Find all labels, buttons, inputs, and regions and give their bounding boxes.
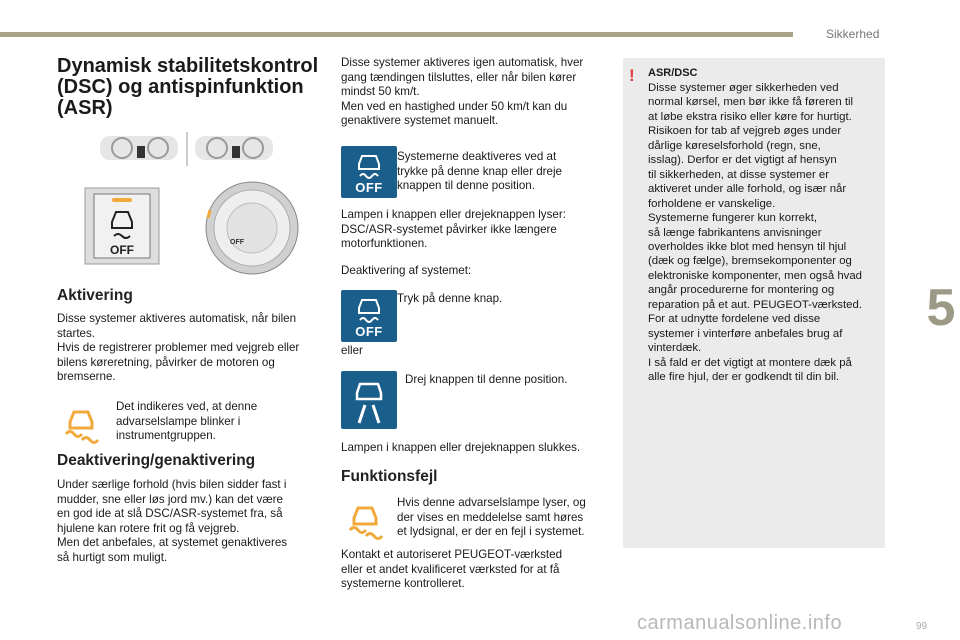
car-skid-icon [341, 290, 397, 324]
dsc-off-button-icon [341, 146, 397, 198]
aktivering-text: Disse systemer aktiveres automatisk, når bilen startes. Hvis de registrerer problemer med vejgreb eller bilens køreretning, påvirker de motoren og bremserne. [57, 312, 300, 383]
car-road-icon [341, 371, 397, 429]
header-rule [0, 32, 793, 37]
dashboard-illustration [80, 126, 320, 276]
button-off-label: OFF [110, 243, 134, 257]
chapter-number: 5 [926, 279, 956, 337]
warning-text: Disse systemer øger sikkerheden ved normal kørsel, men bør ikke få føreren til at løbe ekstra risiko eller køre for hurtigt. Risikoen for tab af vejgreb øges under dårlige køreselsforhold (regn, sne, isslag). Derfor er det vigtigt af hensyn til sikkerheden, at disse systemer er aktiveret under alle forhold, og især når forholdene er vanskelige. Systemerne fungerer kun korrekt, så længe fabrikantens anvisninger overholdes ikke blot med hensyn til hjul (dæk og fælge), bremsekomponenter og elektroniske komponenter, men også hvad angår procedurerne for montering og reparation på et aut. PEUGEOT-værksted. For at udnytte fordelene ved disse systemer i vinterføre anbefales brug af vinterdæk. I så fald er det vigtigt at montere dæk på alle fire hjul, der er godkendt til din bil. [648, 82, 863, 384]
warning-box [623, 58, 885, 548]
press-button-text: Tryk på denne knap. [397, 292, 503, 305]
off-label-2: OFF [355, 324, 383, 339]
lamp-lights-text: Lampen i knappen eller drejeknappen lyser: DSC/ASR-systemet påvirker ikke længere motorfunktionen. [341, 208, 566, 250]
intro-text: Disse systemer aktiveres igen automatisk, hver gang tændingen tilsluttes, eller når bilen kører mindst 50 km/t. Men ved en hastighed under 50 km/t kan du genaktivere systemet manuelt. [341, 56, 584, 127]
esp-warning-lamp-icon [60, 402, 102, 444]
page-title: Dynamisk stabilitetskontrol (DSC) og antispinfunktion (ASR) [57, 55, 319, 119]
or-text: eller [341, 344, 363, 357]
dashboard-right-icon [195, 136, 273, 160]
dsc-button-illustration [85, 188, 159, 264]
car-skid-icon [341, 146, 397, 180]
knob-off-label: OFF [230, 239, 244, 246]
contact-text: Kontakt et autoriseret PEUGEOT-værksted eller et andet kvalificeret værksted for at få systemerne kontrolleret. [341, 548, 563, 590]
knob-position-icon [341, 371, 397, 429]
lamp-off-text: Lampen i knappen eller drejeknappen slukkes. [341, 441, 581, 454]
watermark: carmanualsonline.info [637, 612, 843, 634]
page-number: 99 [916, 621, 928, 632]
deakt-text: Under særlige forhold (hvis bilen sidder fast i mudder, sne eller løs jord mv.) kan det være en god ide at slå DSC/ASR-systemet fra, så hjulene kan rotere frit og få vejgreb. Men det anbefales, at systemet genaktiveres så hurtigt som muligt. [57, 478, 288, 564]
dsc-off-button-icon-2 [341, 290, 397, 342]
chapter-tab [922, 277, 960, 339]
esp-fault-lamp-icon [344, 498, 386, 540]
aktivering-heading: Aktivering [57, 287, 133, 304]
deakt-heading: Deaktivering/genaktivering [57, 452, 256, 469]
drive-mode-knob-illustration [206, 182, 298, 274]
deakt-label: Deaktivering af systemet: [341, 264, 472, 277]
dashboard-left-icon [100, 136, 178, 160]
turn-knob-text: Drej knappen til denne position. [405, 373, 568, 386]
fault-heading: Funktionsfejl [341, 468, 438, 485]
off-description: Systemerne deaktiveres ved at trykke på denne knap eller dreje knappen til denne position. [397, 150, 562, 192]
lamp-text: Det indikeres ved, at denne advarselslampe blinker i instrumentgruppen. [116, 400, 258, 442]
off-label: OFF [355, 180, 383, 195]
warning-title: ASR/DSC [648, 67, 698, 79]
exclamation-icon: ! [629, 66, 635, 85]
section-name: Sikkerhed [826, 27, 880, 41]
fault-text: Hvis denne advarselslampe lyser, og der vises en meddelelse samt høres et lydsignal, er der en fejl i systemet. [397, 496, 586, 538]
